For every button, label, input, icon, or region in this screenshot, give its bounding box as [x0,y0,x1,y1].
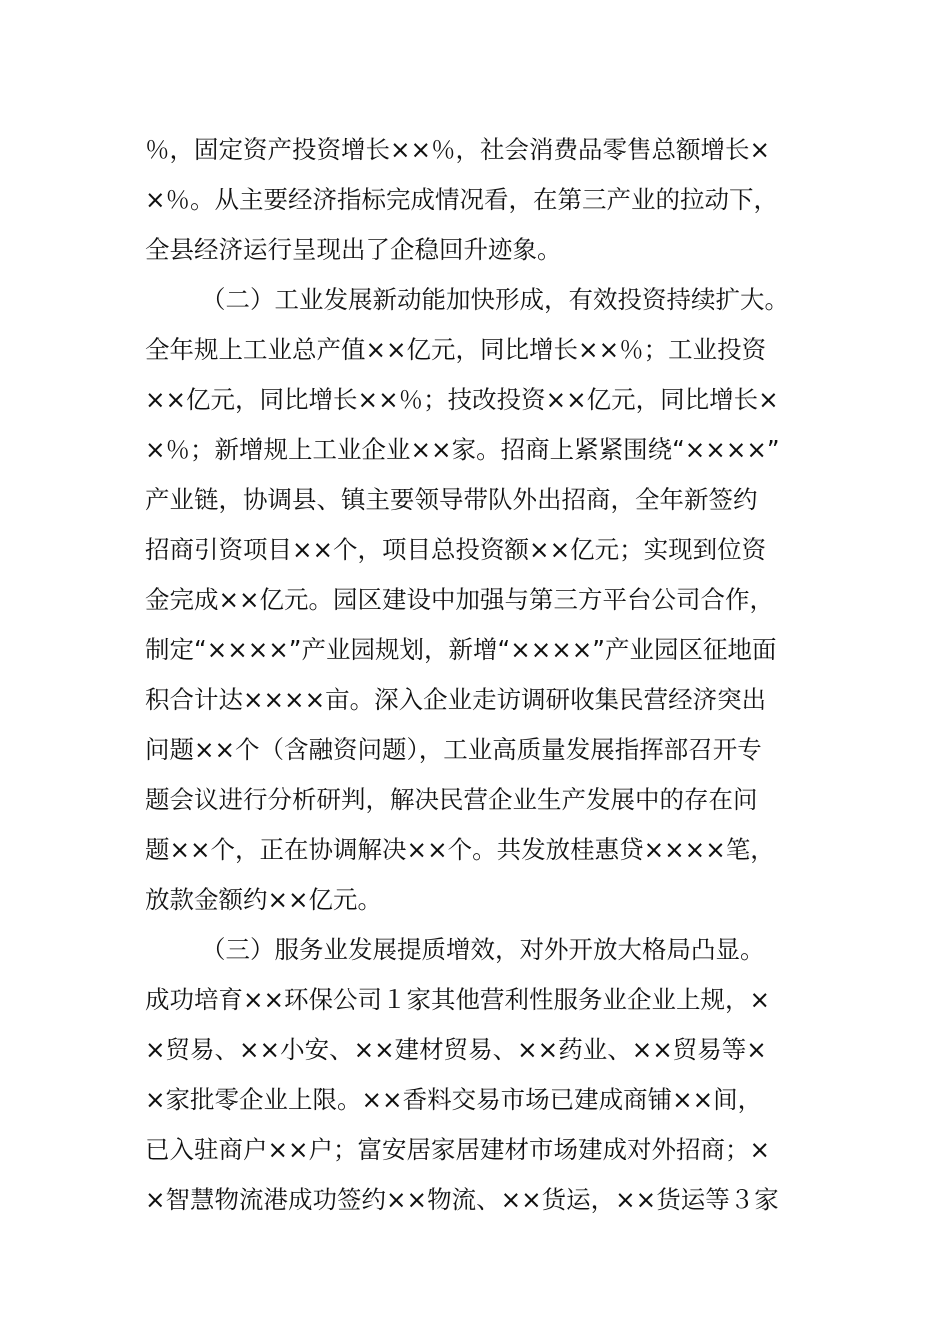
text-line: 积合计达××××亩。深入企业走访调研收集民营经济突出 [145,685,767,714]
text-line: 问题××个（含融资问题），工业高质量发展指挥部召开专 [145,735,762,764]
text-line: 招商引资项目××个，项目总投资额××亿元；实现到位资 [145,535,767,564]
text-line: 已入驻商户××户；富安居家居建材市场建成对外招商；× [145,1135,771,1164]
text-line: 题××个，正在协调解决××个。共发放桂惠贷××××笔， [145,835,775,864]
text-line: 全年规上工业总产值××亿元，同比增长××％；工业投资 [145,335,767,364]
text-line: 金完成××亿元。园区建设中加强与第三方平台公司合作， [145,585,775,614]
text-line: 全县经济运行呈现出了企稳回升迹象。 [145,235,562,264]
text-line: ×％；新增规上工业企业××家。招商上紧紧围绕“××××” [145,435,780,464]
document-body [145,125,810,1225]
text-line: ×智慧物流港成功签约××物流、××货运，××货运等３家 [145,1185,779,1214]
text-line: ×贸易、××小安、××建材贸易、××药业、××贸易等× [145,1035,767,1064]
text-line: 产业链，协调县、镇主要领导带队外出招商，全年新签约 [145,485,758,514]
text-line: 题会议进行分析研判，解决民营企业生产发展中的存在问 [145,785,758,814]
text-line: ××亿元，同比增长××％；技改投资××亿元，同比增长× [145,385,779,414]
text-line: ％，固定资产投资增长××％，社会消费品零售总额增长× [145,135,771,164]
section-heading-line: （二）工业发展新动能加快形成，有效投资持续扩大。 [201,285,789,314]
section-heading-line: （三）服务业发展提质增效，对外开放大格局凸显。 [201,935,765,964]
text-line: 成功培育××环保公司１家其他营利性服务业企业上规，× [145,985,771,1014]
text-line: 制定“××××”产业园规划，新增“××××”产业园区征地面 [145,635,777,664]
text-line: ×％。从主要经济指标完成情况看，在第三产业的拉动下， [145,185,779,214]
text-line: ×家批零企业上限。××香料交易市场已建成商铺××间， [145,1085,763,1114]
text-line: 放款金额约××亿元。 [145,885,383,914]
